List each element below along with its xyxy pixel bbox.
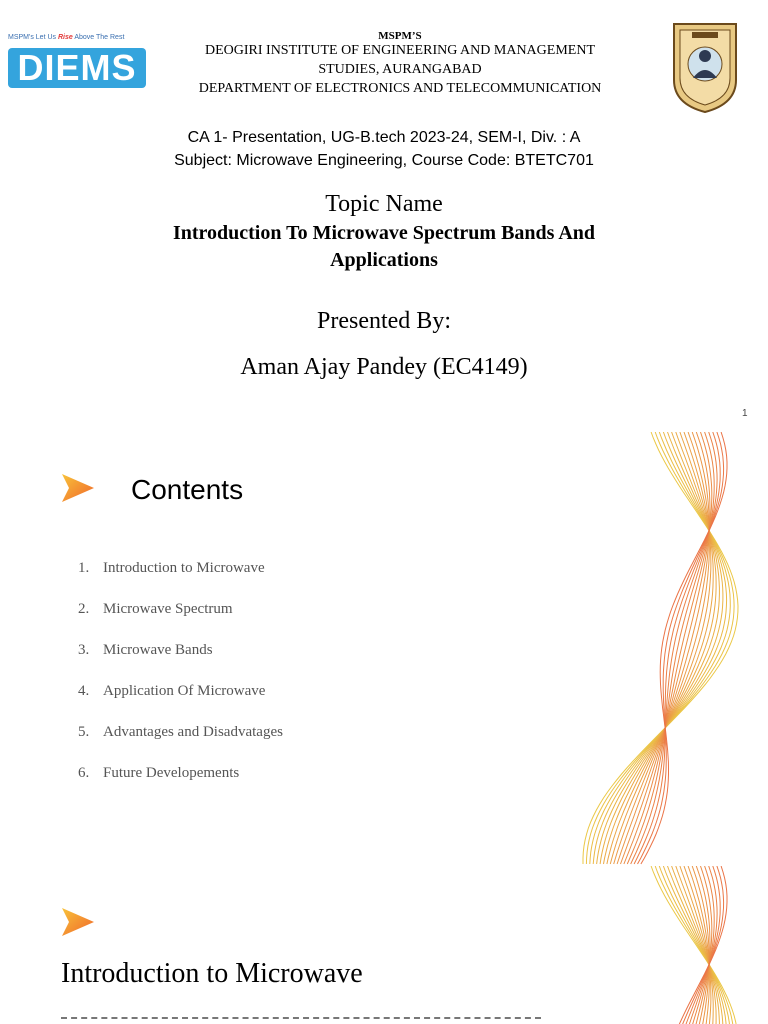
page-number: 1	[742, 408, 748, 419]
presenter-name: Aman Ajay Pandey (EC4149)	[240, 354, 528, 380]
list-item: 1. Introduction to Microwave	[78, 560, 265, 576]
institute-line-2: STUDIES, AURANGABAD	[318, 62, 482, 77]
topic-title: Introduction To Microwave Spectrum Bands And Applications	[172, 222, 596, 271]
diems-logo: DIEMS	[8, 48, 146, 88]
introduction-slide	[0, 866, 768, 1024]
university-seal-icon	[668, 18, 742, 114]
title-slide	[0, 0, 768, 432]
topic-label: Topic Name	[325, 191, 443, 217]
ca-presentation-line: CA 1- Presentation, UG-B.tech 2023-24, SEM-I, Div. : A	[187, 129, 581, 146]
institute-line-1: DEOGIRI INSTITUTE OF ENGINEERING AND MANAGEMENT	[204, 43, 595, 58]
introduction-title: Introduction to Microwave	[61, 958, 363, 989]
list-item: 4. Application Of Microwave	[78, 683, 266, 699]
wave-line	[586, 866, 734, 1024]
subject-line: Subject: Microwave Engineering, Course Code: BTETC701	[174, 152, 594, 169]
wave-line	[593, 432, 726, 864]
wave-line	[604, 432, 717, 864]
org-name: MSPM’S	[378, 30, 422, 42]
wave-line	[638, 432, 724, 864]
list-item: 2. Microwave Spectrum	[78, 601, 233, 617]
contents-list	[78, 560, 283, 806]
contents-slide	[0, 432, 768, 866]
orange-arrow-icon	[60, 906, 96, 938]
decorative-wave-graphic	[560, 432, 750, 866]
logo-tagline: MSPM's Let Us Rise Above The Rest	[8, 34, 125, 41]
list-item: 6. Future Developements	[78, 765, 240, 781]
body-text-cut-off	[61, 1017, 541, 1024]
contents-title: Contents	[131, 474, 244, 505]
list-item: 3. Microwave Bands	[78, 642, 213, 658]
presented-by-label: Presented By:	[317, 308, 451, 334]
decorative-wave-graphic	[560, 866, 750, 1024]
list-item: 5. Advantages and Disadvatages	[78, 724, 283, 740]
wave-line	[597, 432, 723, 864]
orange-arrow-icon	[60, 472, 96, 504]
department-name: DEPARTMENT OF ELECTRONICS AND TELECOMMUNICATION	[198, 81, 602, 96]
